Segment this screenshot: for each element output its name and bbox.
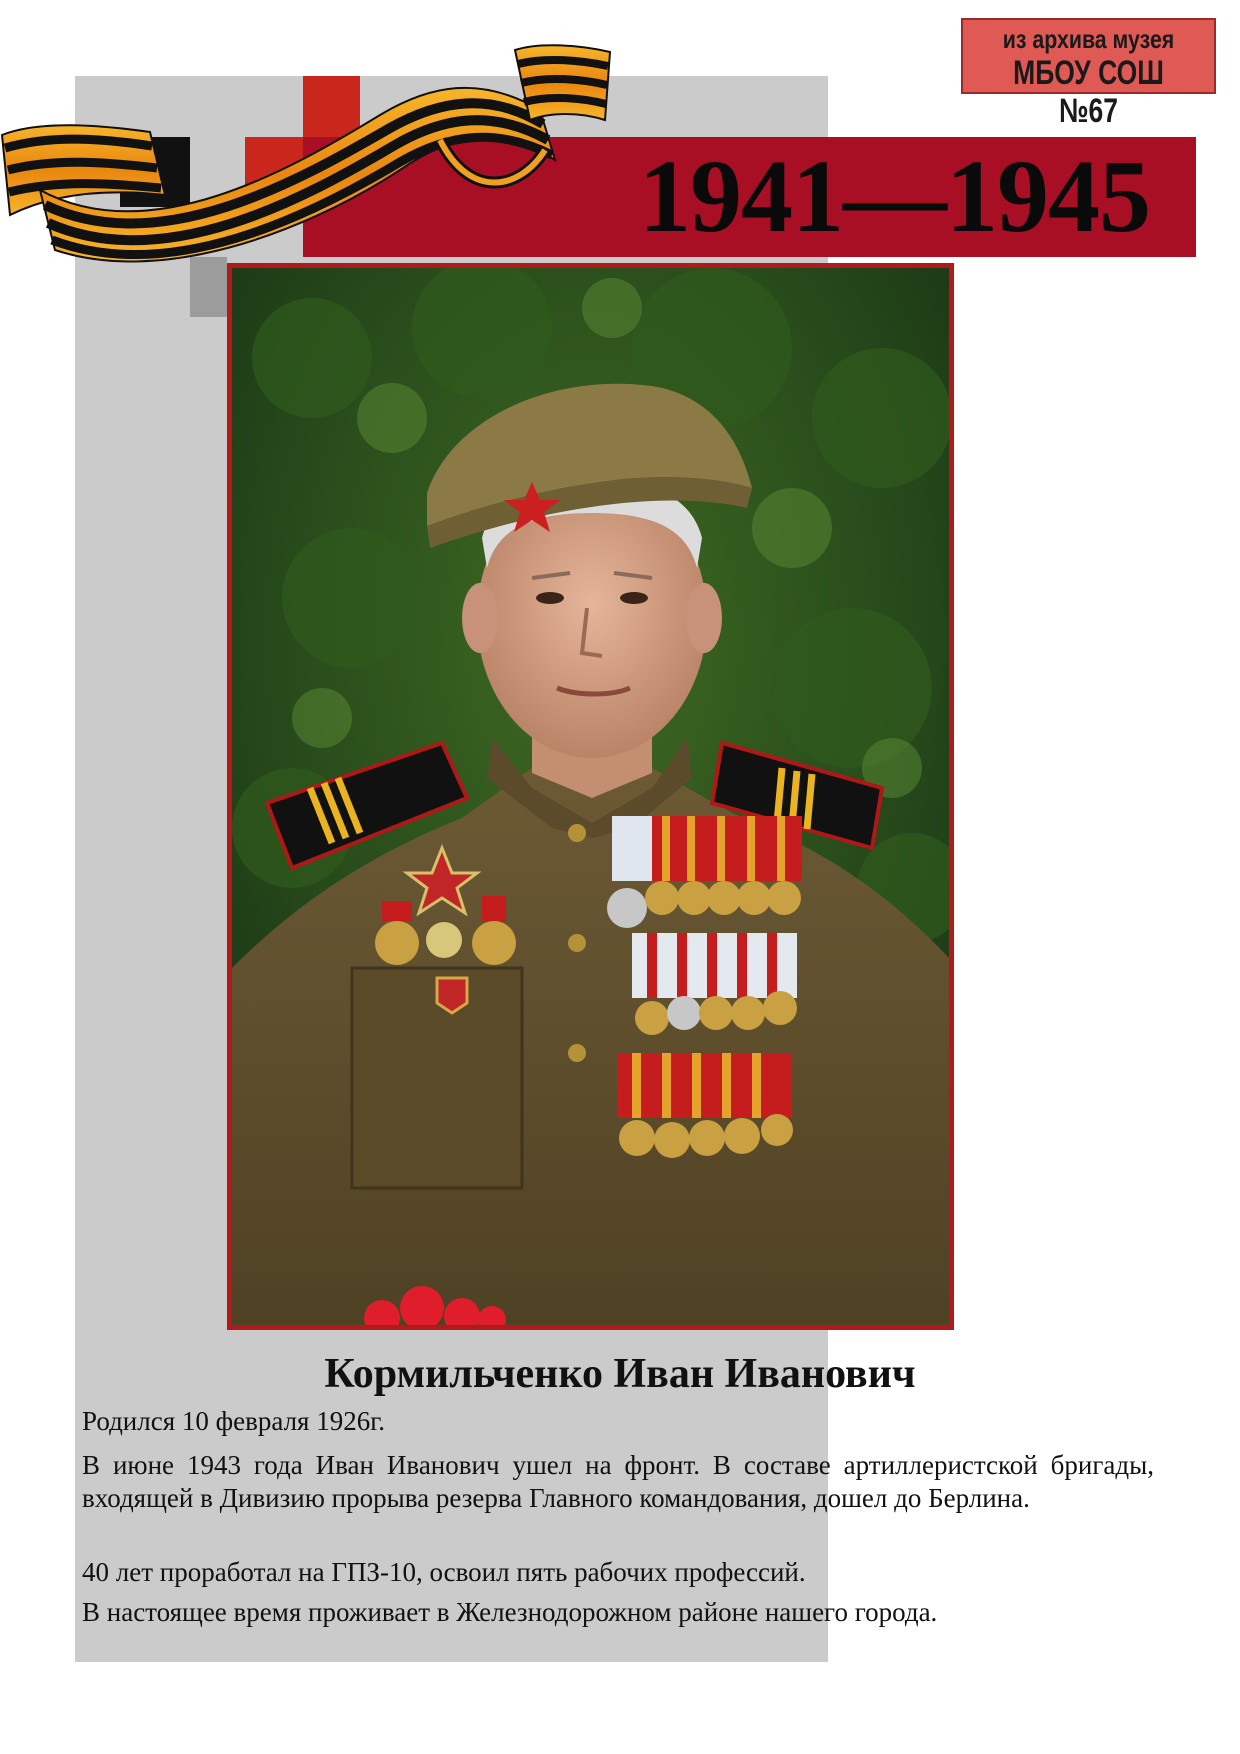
bio-work: 40 лет проработал на ГПЗ-10, освоил пять рабочих профессий. — [82, 1557, 806, 1587]
museum-archive-badge — [961, 18, 1216, 130]
veteran-portrait — [232, 268, 949, 1325]
bio-front-service: В июне 1943 года Иван Иванович ушел на фронт. В составе артиллеристской бригады, входящей в Дивизию прорыва резерва Главного командования, дошел до Берлина. — [82, 1450, 1154, 1513]
st-george-ribbon-icon — [0, 20, 620, 280]
archive-badge-line2: МБОУ СОШ №67 — [1013, 54, 1164, 130]
bio-birth: Родился 10 февраля 1926г. — [82, 1406, 385, 1436]
years-title: 1941—1945 — [639, 139, 1150, 254]
veteran-name: Кормильченко Иван Иванович — [324, 1351, 916, 1397]
bio-residence: В настоящее время проживает в Железнодорожном районе нашего города. — [82, 1597, 938, 1627]
archive-badge-line1: из архива музея — [1002, 24, 1175, 54]
